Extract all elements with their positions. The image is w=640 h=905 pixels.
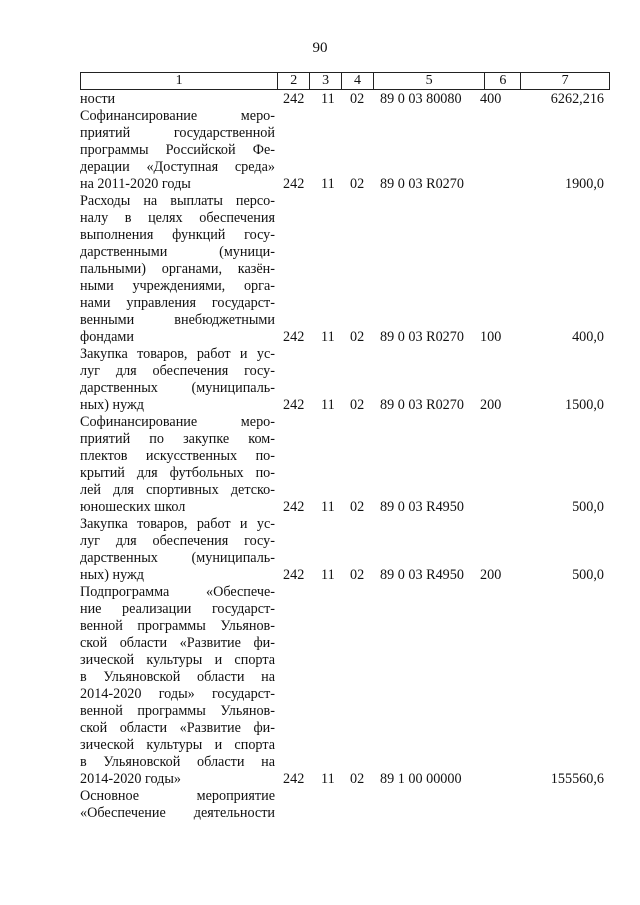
row-6-description-line: зической культуры и спорта	[80, 652, 275, 668]
row-2-description-line: ными учреждениями, орга-	[80, 278, 275, 294]
row-5-description-line: луг для обеспечения госу-	[80, 533, 275, 549]
row-3-target-code: 89 0 03 R0270	[380, 397, 464, 413]
row-6-target-code: 89 1 00 00000	[380, 771, 462, 787]
header-col-2: 2	[278, 73, 310, 89]
row-1-description-line: Софинансирование меро-	[80, 108, 275, 124]
row-7-description-line: Основное мероприятие	[80, 788, 275, 804]
row-4-chapter: 11	[321, 499, 335, 515]
row-0-subchapter: 02	[350, 91, 365, 107]
row-0-description-line: ности	[80, 91, 116, 107]
header-col-7: 7	[561, 73, 569, 88]
row-3-subchapter: 02	[350, 397, 365, 413]
row-6-section: 242	[283, 771, 305, 787]
row-0-target-code: 89 0 03 80080	[380, 91, 462, 107]
row-1-section: 242	[283, 176, 305, 192]
row-5-chapter: 11	[321, 567, 335, 583]
row-6-description-line: Подпрограмма «Обеспече-	[80, 584, 275, 600]
row-3-amount: 1500,0	[564, 397, 604, 413]
header-col-5: 5	[374, 73, 486, 89]
row-6-amount: 155560,6	[550, 771, 604, 787]
row-2-description-line: фондами	[80, 329, 134, 345]
row-4-amount: 500,0	[572, 499, 604, 515]
row-4-description-line: крытий для футбольных по-	[80, 465, 275, 481]
row-5-description-line: дарственных (муниципаль-	[80, 550, 275, 566]
row-6-description-line: в Ульяновской области на	[80, 669, 275, 685]
row-3-expense-type: 200	[480, 397, 502, 413]
row-2-description-line: дарственными (муници-	[80, 244, 275, 260]
row-2-amount: 400,0	[572, 329, 604, 345]
row-2-subchapter: 02	[350, 329, 365, 345]
row-2-description-line: налу в целях обеспечения	[80, 210, 275, 226]
row-7-description-line: «Обеспечение деятельности	[80, 805, 275, 821]
page-number: 90	[312, 40, 328, 56]
row-4-description-line: Софинансирование меро-	[80, 414, 275, 430]
row-6-description-line: ние реализации государст-	[80, 601, 275, 617]
row-0-section: 242	[283, 91, 305, 107]
row-5-description-line: Закупка товаров, работ и ус-	[80, 516, 275, 532]
row-4-subchapter: 02	[350, 499, 365, 515]
row-4-description-line: лей для спортивных детско-	[80, 482, 275, 498]
row-5-description-line: ных) нужд	[80, 567, 145, 583]
header-col-4: 4	[342, 73, 374, 89]
row-3-description-line: Закупка товаров, работ и ус-	[80, 346, 275, 362]
row-6-subchapter: 02	[350, 771, 365, 787]
row-4-description-line: приятий по закупке ком-	[80, 431, 275, 447]
row-5-expense-type: 200	[480, 567, 502, 583]
row-1-description-line: приятий государственной	[80, 125, 275, 141]
row-1-chapter: 11	[321, 176, 335, 192]
row-1-amount: 1900,0	[564, 176, 604, 192]
row-4-description-line: плектов искусственных по-	[80, 448, 275, 464]
row-5-subchapter: 02	[350, 567, 365, 583]
row-0-amount: 6262,216	[550, 91, 604, 107]
row-0-chapter: 11	[321, 91, 335, 107]
row-4-description-line: юношеских школ	[80, 499, 186, 515]
row-6-chapter: 11	[321, 771, 335, 787]
row-2-description-line: выполнения функций госу-	[80, 227, 275, 243]
row-2-description-line: венными внебюджетными	[80, 312, 275, 328]
row-2-description-line: нами управления государст-	[80, 295, 275, 311]
row-0-expense-type: 400	[480, 91, 502, 107]
header-col-6: 6	[485, 73, 521, 89]
row-2-section: 242	[283, 329, 305, 345]
row-2-description-line: Расходы на выплаты персо-	[80, 193, 275, 209]
row-6-description-line: в Ульяновской области на	[80, 754, 275, 770]
row-6-description-line: зической культуры и спорта	[80, 737, 275, 753]
row-3-description-line: ных) нужд	[80, 397, 145, 413]
row-6-description-line: венной программы Ульянов-	[80, 618, 275, 634]
row-3-section: 242	[283, 397, 305, 413]
row-2-target-code: 89 0 03 R0270	[380, 329, 464, 345]
row-6-description-line: ской области «Развитие фи-	[80, 720, 275, 736]
row-5-section: 242	[283, 567, 305, 583]
header-col-3: 3	[310, 73, 342, 89]
row-2-chapter: 11	[321, 329, 335, 345]
row-1-description-line: на 2011-2020 годы	[80, 176, 191, 192]
row-6-description-line: венной программы Ульянов-	[80, 703, 275, 719]
row-1-subchapter: 02	[350, 176, 365, 192]
row-2-description-line: пальными) органами, казён-	[80, 261, 275, 277]
row-5-amount: 500,0	[572, 567, 604, 583]
row-3-description-line: дарственных (муниципаль-	[80, 380, 275, 396]
header-col-1: 1	[81, 73, 278, 89]
row-6-description-line: 2014-2020 годы» государст-	[80, 686, 275, 702]
row-1-target-code: 89 0 03 R0270	[380, 176, 464, 192]
row-3-chapter: 11	[321, 397, 335, 413]
table-header	[80, 72, 610, 90]
row-2-expense-type: 100	[480, 329, 502, 345]
row-5-target-code: 89 0 03 R4950	[380, 567, 464, 583]
row-3-description-line: луг для обеспечения госу-	[80, 363, 275, 379]
row-1-description-line: программы Российской Фе-	[80, 142, 275, 158]
row-4-section: 242	[283, 499, 305, 515]
row-6-description-line: 2014-2020 годы»	[80, 771, 182, 787]
row-6-description-line: ской области «Развитие фи-	[80, 635, 275, 651]
row-1-description-line: дерации «Доступная среда»	[80, 159, 275, 175]
row-4-target-code: 89 0 03 R4950	[380, 499, 464, 515]
